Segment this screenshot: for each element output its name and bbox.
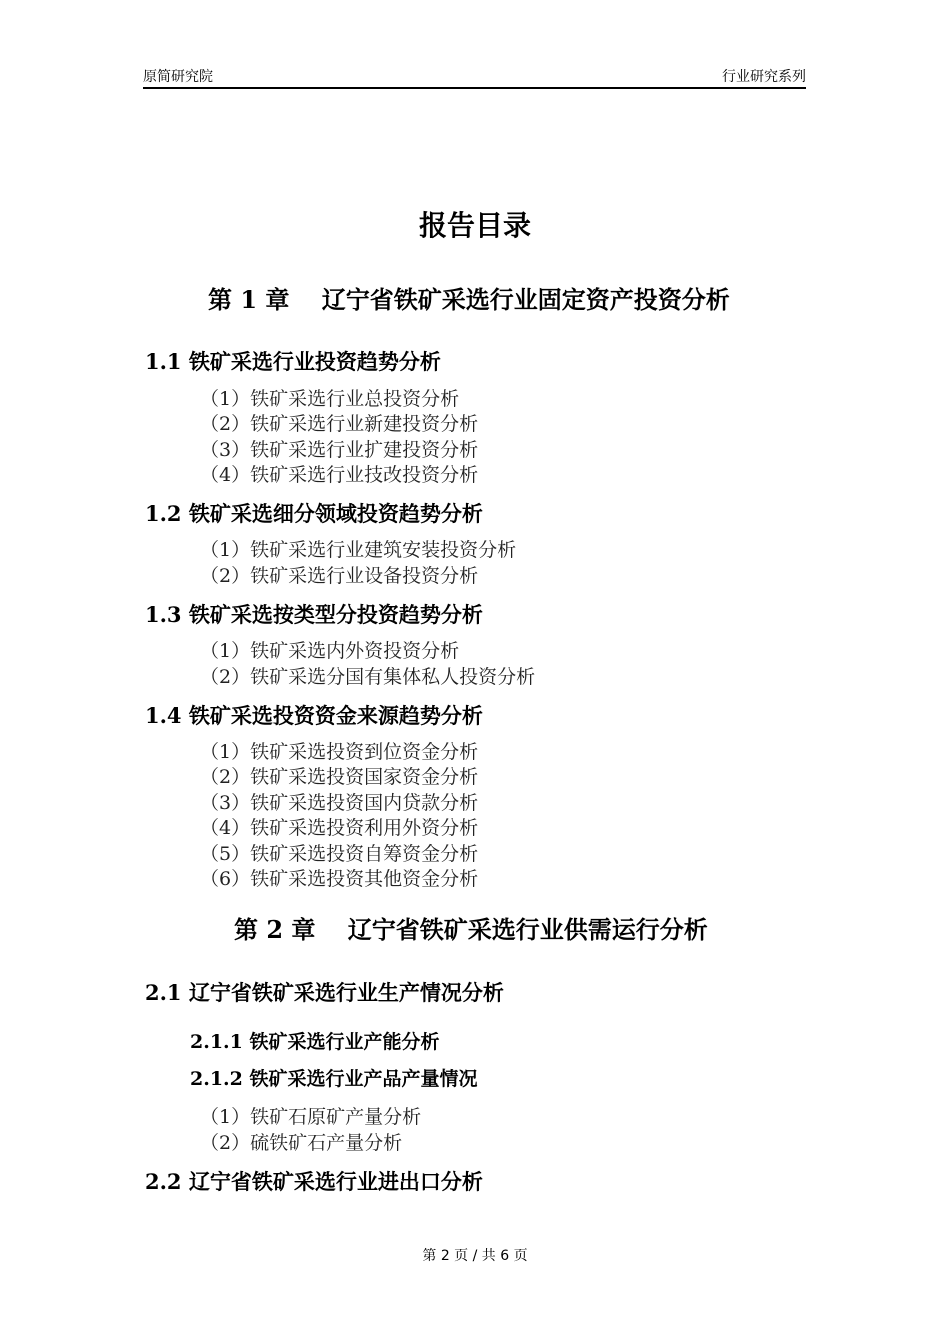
toc-item: （1）铁矿采选行业总投资分析 bbox=[200, 388, 460, 410]
subsection-2-1-2: 2.1.2 铁矿采选行业产品产量情况 bbox=[190, 1068, 478, 1090]
section-1-2: 1.2 铁矿采选细分领域投资趋势分析 bbox=[145, 501, 483, 526]
header-divider bbox=[143, 87, 806, 89]
toc-item: （1）铁矿石原矿产量分析 bbox=[200, 1106, 422, 1128]
toc-item: （4）铁矿采选投资利用外资分析 bbox=[200, 817, 479, 839]
toc-item: （6）铁矿采选投资其他资金分析 bbox=[200, 868, 479, 890]
toc-item: （2）铁矿采选行业设备投资分析 bbox=[200, 565, 479, 587]
toc-item: （1）铁矿采选行业建筑安装投资分析 bbox=[200, 539, 517, 561]
toc-item: （2）硫铁矿石产量分析 bbox=[200, 1132, 403, 1154]
toc-item: （2）铁矿采选分国有集体私人投资分析 bbox=[200, 666, 536, 688]
section-1-3: 1.3 铁矿采选按类型分投资趋势分析 bbox=[145, 602, 483, 627]
toc-item: （3）铁矿采选投资国内贷款分析 bbox=[200, 792, 479, 814]
header-left: 原简研究院 bbox=[143, 69, 213, 85]
section-2-1: 2.1 辽宁省铁矿采选行业生产情况分析 bbox=[145, 980, 504, 1005]
toc-item: （1）铁矿采选投资到位资金分析 bbox=[200, 741, 479, 763]
section-2-2: 2.2 辽宁省铁矿采选行业进出口分析 bbox=[145, 1169, 483, 1194]
toc-item: （1）铁矿采选内外资投资分析 bbox=[200, 640, 460, 662]
section-1-4: 1.4 铁矿采选投资资金来源趋势分析 bbox=[145, 703, 483, 728]
header-right: 行业研究系列 bbox=[722, 69, 806, 85]
subsection-2-1-1: 2.1.1 铁矿采选行业产能分析 bbox=[190, 1031, 440, 1053]
page-title: 报告目录 bbox=[418, 209, 531, 242]
section-1-1: 1.1 铁矿采选行业投资趋势分析 bbox=[145, 349, 441, 374]
chapter-1-heading: 第 1 章 辽宁省铁矿采选行业固定资产投资分析 bbox=[208, 285, 730, 314]
toc-item: （4）铁矿采选行业技改投资分析 bbox=[200, 464, 479, 486]
toc-item: （2）铁矿采选行业新建投资分析 bbox=[200, 413, 479, 435]
chapter-2-heading: 第 2 章 辽宁省铁矿采选行业供需运行分析 bbox=[234, 915, 708, 944]
toc-item: （2）铁矿采选投资国家资金分析 bbox=[200, 766, 479, 788]
page-number: 第 2 页 / 共 6 页 bbox=[422, 1248, 528, 1264]
toc-item: （3）铁矿采选行业扩建投资分析 bbox=[200, 439, 479, 461]
toc-item: （5）铁矿采选投资自筹资金分析 bbox=[200, 843, 479, 865]
